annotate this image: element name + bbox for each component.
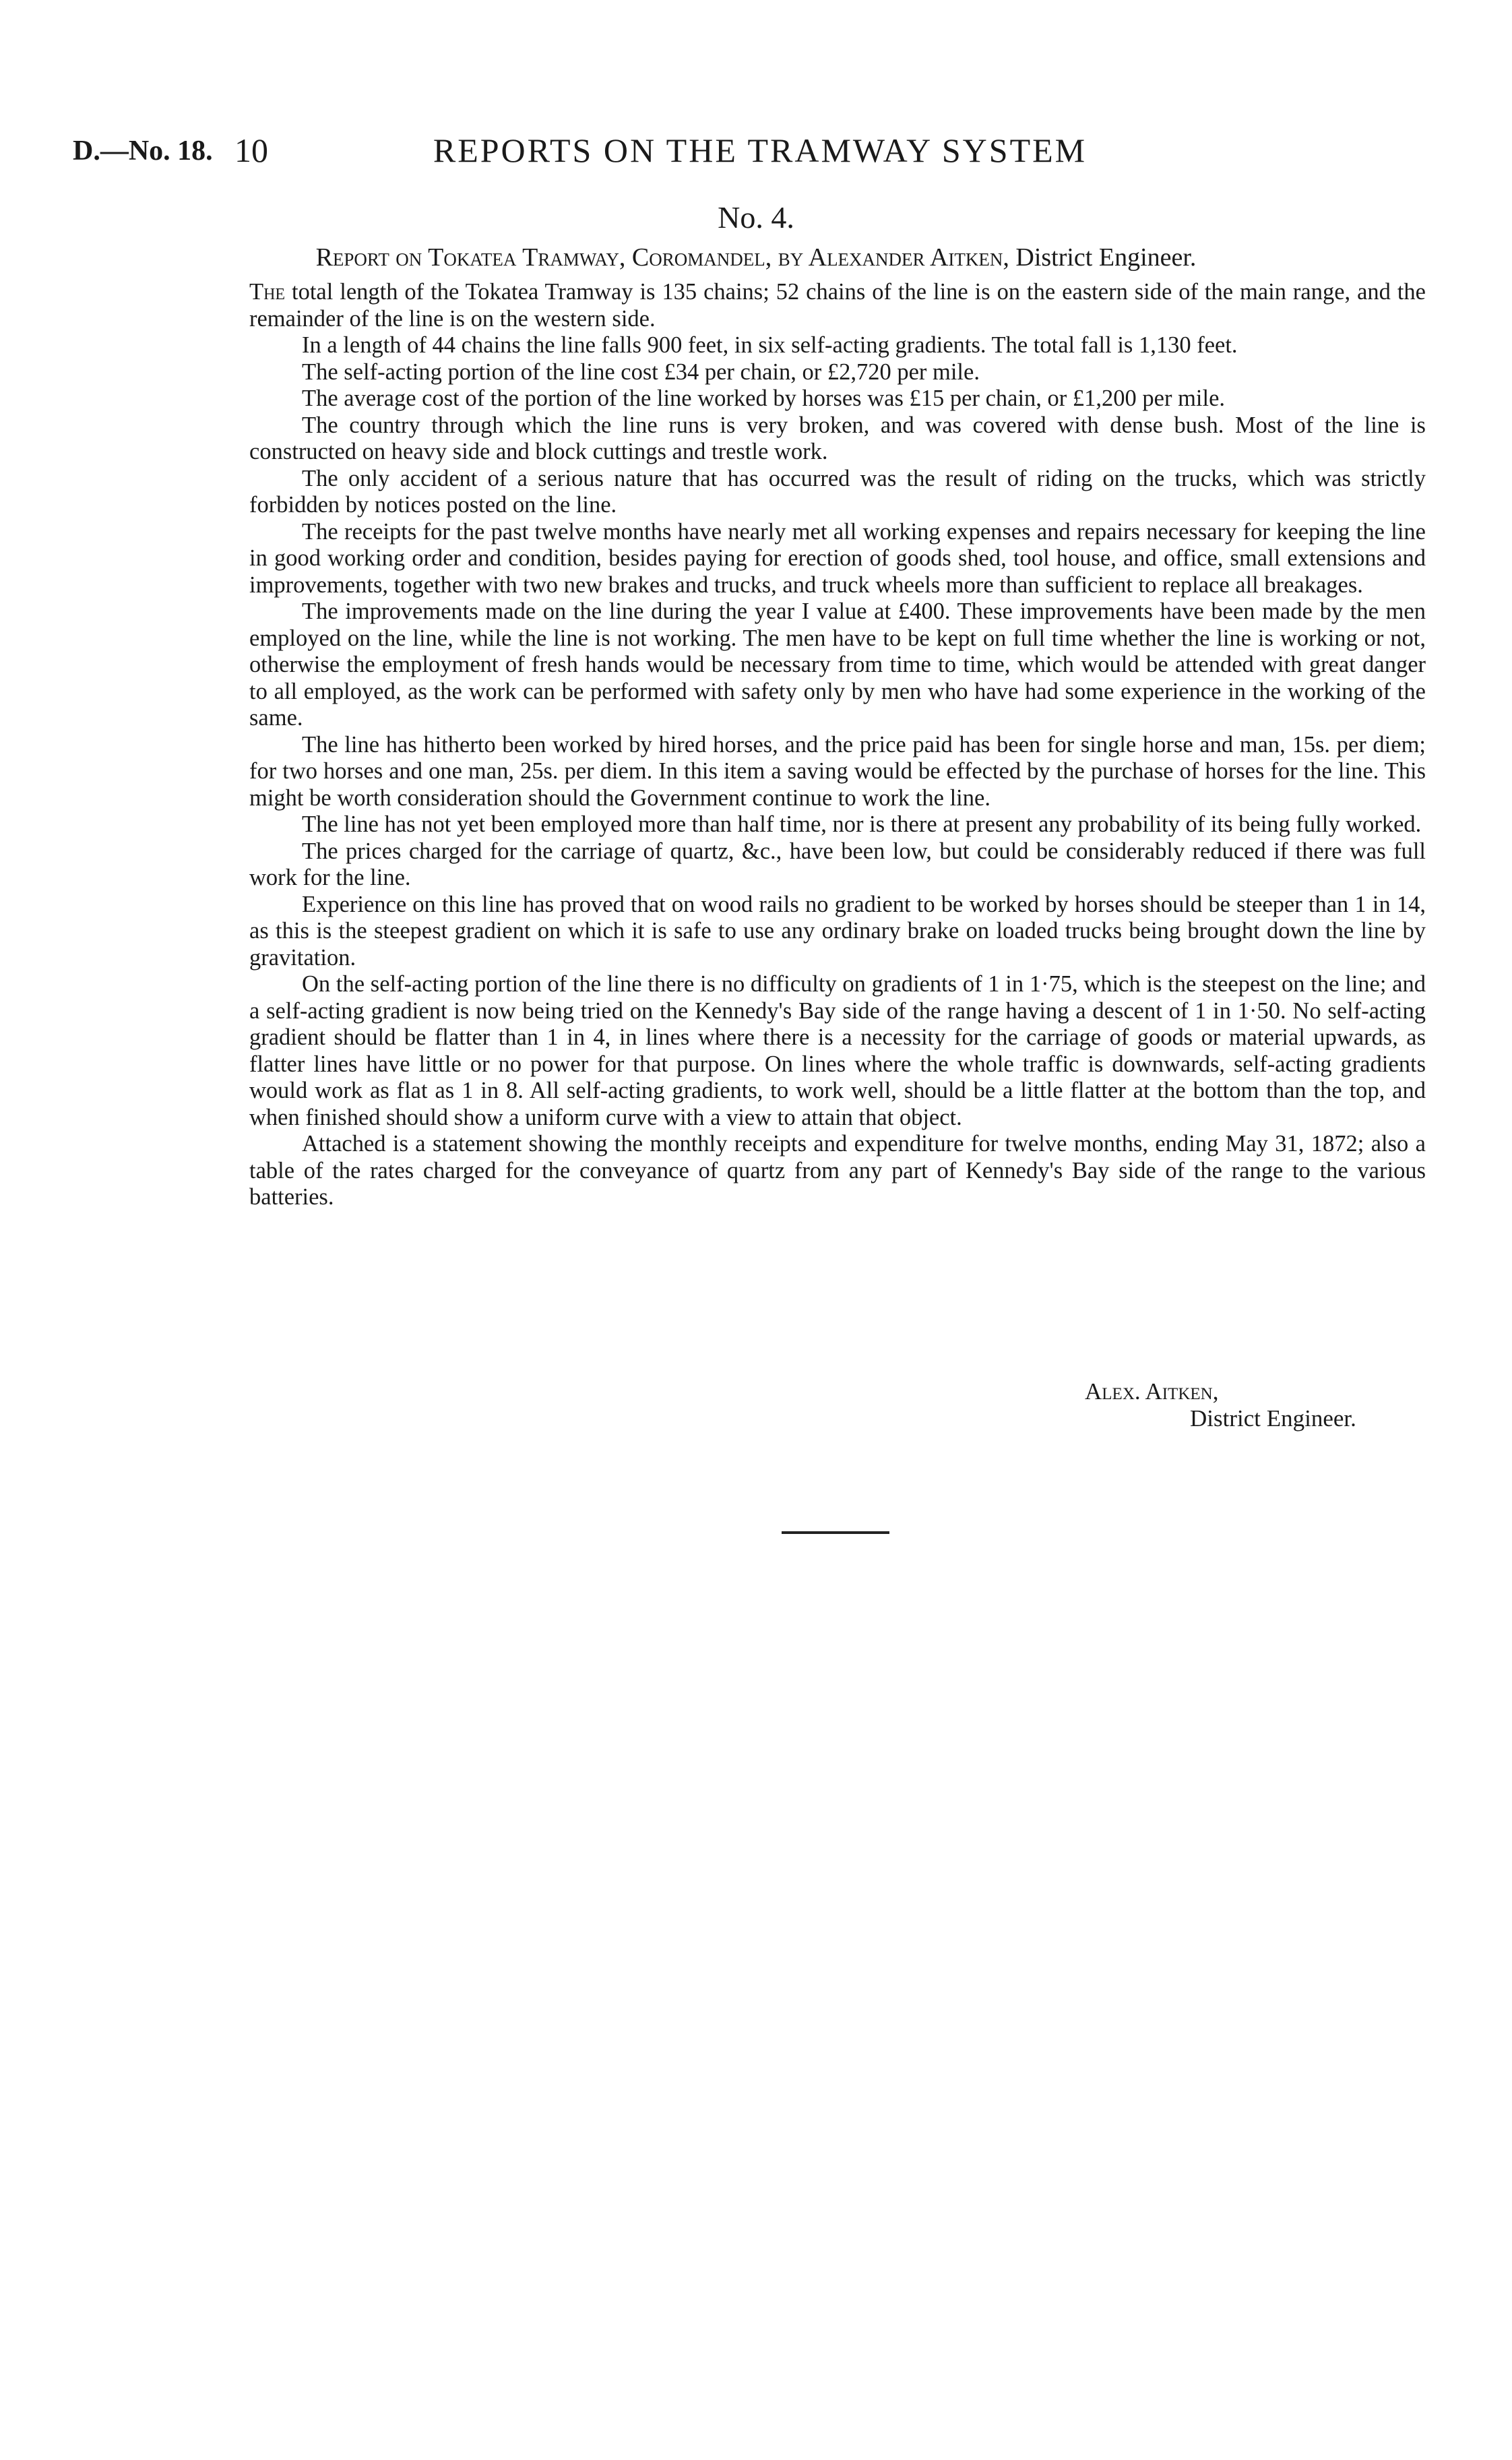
page-header [73, 131, 1447, 175]
report-body [249, 279, 1426, 1211]
document-reference: D.—No. 18. [73, 135, 213, 166]
lead-in-word: The [249, 279, 286, 305]
paragraph [249, 279, 1426, 332]
running-title: REPORTS ON THE TRAMWAY SYSTEM [433, 131, 1088, 169]
paragraph: The only accident of a serious nature that has occurred was the result of riding on the trucks, which was strictly forbidden by notices posted on the line. [249, 465, 1426, 518]
paragraph: Attached is a statement showing the monthly receipts and expenditure for twelve months, ending May 31, 1872; also a table of the rates charged for the conveyance of quartz from any part of Kennedy's Bay side of the range to the various batteries. [249, 1131, 1426, 1210]
paragraph: The country through which the line runs is very broken, and was covered with dense bush. Most of the line is constructed on heavy side and block cuttings and trestle work. [249, 412, 1426, 464]
paragraph: Experience on this line has proved that on wood rails no gradient to be worked by horses should be steeper than 1 in 14, as this is the steepest gradient on which it is safe to use any ordinary brake on loaded trucks being brought down the line by gravitation. [249, 891, 1426, 971]
section-divider [782, 1531, 889, 1534]
signature-title: District Engineer. [1190, 1405, 1356, 1432]
paragraph-text: total length of the Tokatea Tramway is 135 chains; 52 chains of the line is on the eastern side of the main range, and the remainder of the line is on the western side. [249, 279, 1426, 332]
paragraph: On the self-acting portion of the line there is no difficulty on gradients of 1 in 1·75, which is the steepest on the line; and a self-acting gradient is now being tried on the Kennedy's Bay side of the range having a descent of 1 in 1·50. No self-acting gradient should be flatter than 1 in 4, in lines where there is a necessity for the carriage of goods or material upwards, as flatter lines have little or no power for that purpose. On lines where the whole traffic is downwards, self-acting gradients would work as flat as 1 in 8. All self-acting gradients, to work well, should be a little flatter at the bottom than the top, and when finished should show a uniform curve with a view to attain that object. [249, 971, 1426, 1130]
paragraph: The prices charged for the carriage of quartz, &c., have been low, but could be considerably reduced if there was full work for the line. [249, 838, 1426, 890]
report-title-main: Report on Tokatea Tramway, Coromandel, by Alexander Aitken, [315, 243, 1009, 272]
paragraph: The improvements made on the line during the year I value at £400. These improvements have been made by the men employed on the line, while the line is not working. The men have to be kept on full time whether the line is working or not, otherwise the employment of fresh hands would be necessary from time to time, which would be attended with great danger to all employed, as the work can be performed with safety only by men who have had some experience in the working of the same. [249, 598, 1426, 731]
paragraph: The line has hitherto been worked by hired horses, and the price paid has been for single horse and man, 15s. per diem; for two horses and one man, 25s. per diem. In this item a saving would be effected by the purchase of horses for the line. This might be worth consideration should the Government continue to work the line. [249, 731, 1426, 811]
paragraph: The self-acting portion of the line cost £34 per chain, or £2,720 per mile. [302, 359, 980, 385]
report-number: No. 4. [718, 200, 794, 235]
signature-block [1085, 1378, 1356, 1432]
signature-name: Alex. Aitken, [1085, 1378, 1219, 1405]
paragraph: The receipts for the past twelve months have nearly met all working expenses and repairs necessary for keeping the line in good working order and condition, besides paying for erection of goods shed, tool house, and office, small extensions and improvements, together with two new brakes and trucks, and truck wheels more than sufficient to replace all breakages. [249, 518, 1426, 598]
paragraph: The average cost of the portion of the line worked by horses was £15 per chain, or £1,200 per mile. [302, 386, 1226, 411]
paragraph: In a length of 44 chains the line falls 900 feet, in six self-acting gradients. The total fall is 1,130 feet. [302, 332, 1238, 358]
report-title [0, 243, 1512, 272]
page-number: 10 [234, 131, 268, 169]
report-title-suffix: District Engineer. [1015, 243, 1197, 272]
paragraph: The line has not yet been employed more than half time, nor is there at present any probability of its being fully worked. [302, 811, 1422, 837]
